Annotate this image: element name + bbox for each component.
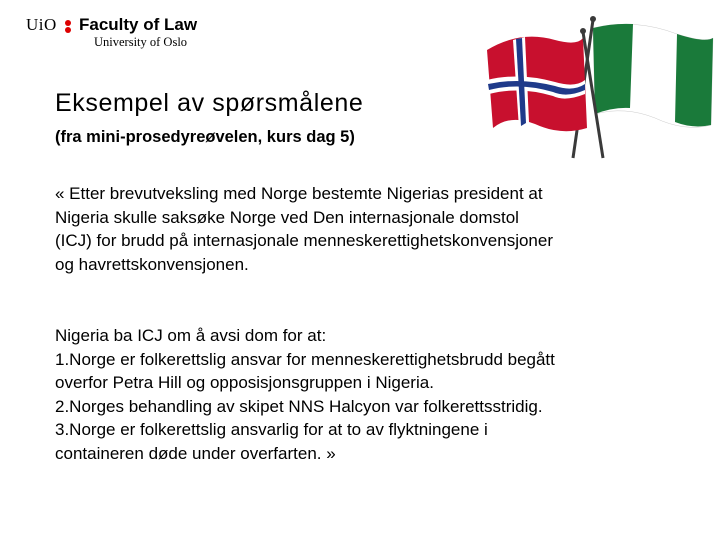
- nigeria-flag-icon: [593, 24, 713, 128]
- slide-title: Eksempel av spørsmålene: [55, 89, 364, 117]
- body-line: Nigeria ba ICJ om å avsi dom for at:: [55, 326, 327, 345]
- slide-subtitle: (fra mini-prosedyreøvelen, kurs dag 5): [55, 128, 355, 146]
- body-line: Nigeria skulle saksøke Norge ved Den internasjonale domstol: [55, 207, 519, 227]
- slide-body: [55, 182, 695, 465]
- body-line: 1.Norge er folkerettslig ansvar for menneskerettighetsbrudd begått: [55, 349, 555, 369]
- norway-flag-icon: [487, 37, 587, 132]
- crossed-flags-norway-nigeria-icon: [465, 10, 715, 160]
- body-line: overfor Petra Hill og opposisjonsgruppen i Nigeria.: [55, 373, 434, 392]
- body-line: containeren døde under overfarten. »: [55, 443, 336, 463]
- body-line: og havrettskonvensjonen.: [55, 254, 249, 274]
- logo-uio-text: UiO: [26, 15, 57, 34]
- body-line: 2.Norges behandling av skipet NNS Halcyon var folkerettsstridig.: [55, 396, 543, 416]
- logo-faculty-name: Faculty of Law: [79, 15, 198, 34]
- body-line: (ICJ) for brudd på internasjonale menneskerettighetskonvensjoner: [55, 231, 553, 250]
- body-line: « Etter brevutveksling med Norge bestemte Nigerias president at: [55, 184, 543, 203]
- body-line: 3.Norge er folkerettslig ansvarlig for at to av flyktningene i: [55, 420, 488, 439]
- logo-mark-icon: [63, 18, 73, 34]
- logo-university-name: University of Oslo: [94, 35, 188, 49]
